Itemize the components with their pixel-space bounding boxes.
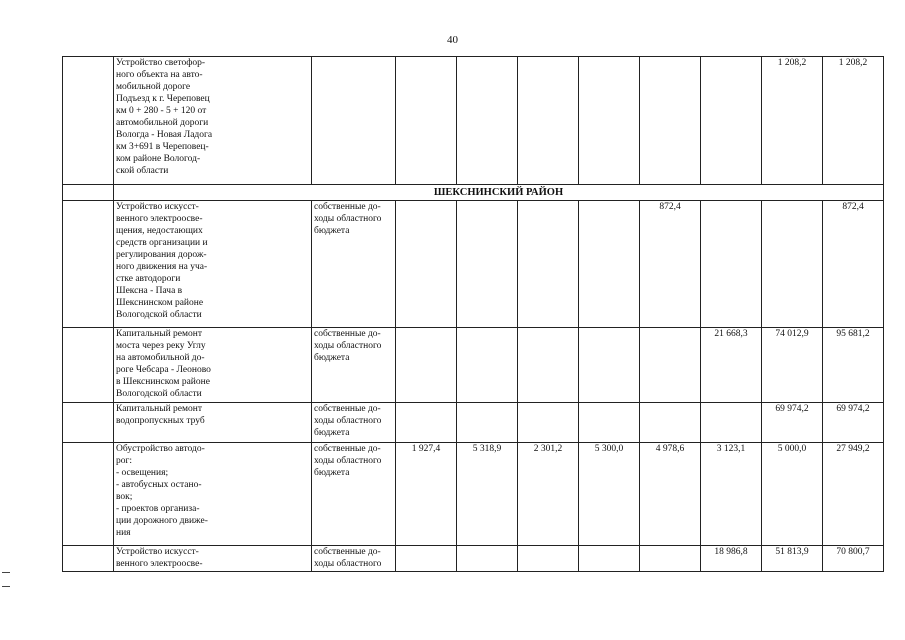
table-row: [63, 403, 884, 443]
table-row: [63, 546, 884, 572]
source-cell: [312, 57, 396, 185]
source-cell: собственные до- ходы областного: [312, 546, 396, 572]
budget-table: [62, 56, 884, 572]
value-cell: [579, 546, 640, 572]
value-cell: [640, 328, 701, 403]
description-cell: Устройство искусст- венного электроосве-: [114, 546, 312, 572]
value-cell: [579, 57, 640, 185]
source-cell: собственные до- ходы областного бюджета: [312, 328, 396, 403]
value-cell: [701, 403, 762, 443]
value-cell: 21 668,3: [701, 328, 762, 403]
description-cell: Капитальный ремонт моста через реку Углу на автомобильной до- роге Чебсара - Леоново в Шекснинском районе Вологодской области: [114, 328, 312, 403]
index-cell: [63, 185, 114, 201]
value-cell: [457, 328, 518, 403]
value-cell: [396, 328, 457, 403]
value-cell: 5 318,9: [457, 443, 518, 546]
value-cell: 5 300,0: [579, 443, 640, 546]
description-cell: Устройство светофор- ного объекта на авто- мобильной дороге Подъезд к г. Череповец км 0 + 280 - 5 + 120 от автомобильной дороги Вологда - Новая Ладога км 3+691 в Череповец- ком районе Вологод- ской области: [114, 57, 312, 185]
value-cell: 1 208,2: [762, 57, 823, 185]
value-cell: [518, 546, 579, 572]
value-cell: [701, 201, 762, 328]
margin-mark: [2, 572, 10, 573]
value-cell: [762, 201, 823, 328]
table-row: [63, 328, 884, 403]
total-cell: 95 681,2: [823, 328, 884, 403]
table-row: [63, 443, 884, 546]
value-cell: [579, 328, 640, 403]
value-cell: [518, 403, 579, 443]
index-cell: [63, 546, 114, 572]
value-cell: [701, 57, 762, 185]
value-cell: [457, 546, 518, 572]
value-cell: 872,4: [640, 201, 701, 328]
value-cell: [396, 403, 457, 443]
value-cell: [396, 546, 457, 572]
index-cell: [63, 201, 114, 328]
value-cell: 69 974,2: [762, 403, 823, 443]
page-number: 40: [447, 34, 458, 46]
value-cell: [579, 201, 640, 328]
total-cell: 69 974,2: [823, 403, 884, 443]
index-cell: [63, 57, 114, 185]
value-cell: [396, 201, 457, 328]
index-cell: [63, 403, 114, 443]
total-cell: 27 949,2: [823, 443, 884, 546]
value-cell: 51 813,9: [762, 546, 823, 572]
description-cell: Устройство искусст- венного электроосве- щения, недостающих средств организации и регулирования дорож- ного движения на уча- стке автодороги Шексна - Пача в Шекснинском районе Вологодской области: [114, 201, 312, 328]
table-row: [63, 57, 884, 185]
value-cell: [518, 57, 579, 185]
description-cell: Капитальный ремонт водопропускных труб: [114, 403, 312, 443]
value-cell: [640, 57, 701, 185]
source-cell: собственные до- ходы областного бюджета: [312, 403, 396, 443]
value-cell: [457, 201, 518, 328]
section-title: ШЕКСНИНСКИЙ РАЙОН: [114, 185, 884, 201]
index-cell: [63, 328, 114, 403]
value-cell: [640, 403, 701, 443]
value-cell: 3 123,1: [701, 443, 762, 546]
value-cell: 18 986,8: [701, 546, 762, 572]
value-cell: 1 927,4: [396, 443, 457, 546]
value-cell: 5 000,0: [762, 443, 823, 546]
description-cell: Обустройство автодо- рог: - освещения; - автобусных останo- вок; - проектов организа- ции дорожного движе- ния: [114, 443, 312, 546]
value-cell: [579, 403, 640, 443]
section-row: [63, 185, 884, 201]
source-cell: собственные до- ходы областного бюджета: [312, 201, 396, 328]
source-cell: собственные до- ходы областного бюджета: [312, 443, 396, 546]
margin-mark: [2, 586, 10, 587]
value-cell: [457, 57, 518, 185]
value-cell: [640, 546, 701, 572]
value-cell: [396, 57, 457, 185]
value-cell: 74 012,9: [762, 328, 823, 403]
value-cell: [518, 328, 579, 403]
value-cell: [518, 201, 579, 328]
total-cell: 872,4: [823, 201, 884, 328]
value-cell: [457, 403, 518, 443]
total-cell: 1 208,2: [823, 57, 884, 185]
total-cell: 70 800,7: [823, 546, 884, 572]
value-cell: 2 301,2: [518, 443, 579, 546]
table-row: [63, 201, 884, 328]
value-cell: 4 978,6: [640, 443, 701, 546]
index-cell: [63, 443, 114, 546]
